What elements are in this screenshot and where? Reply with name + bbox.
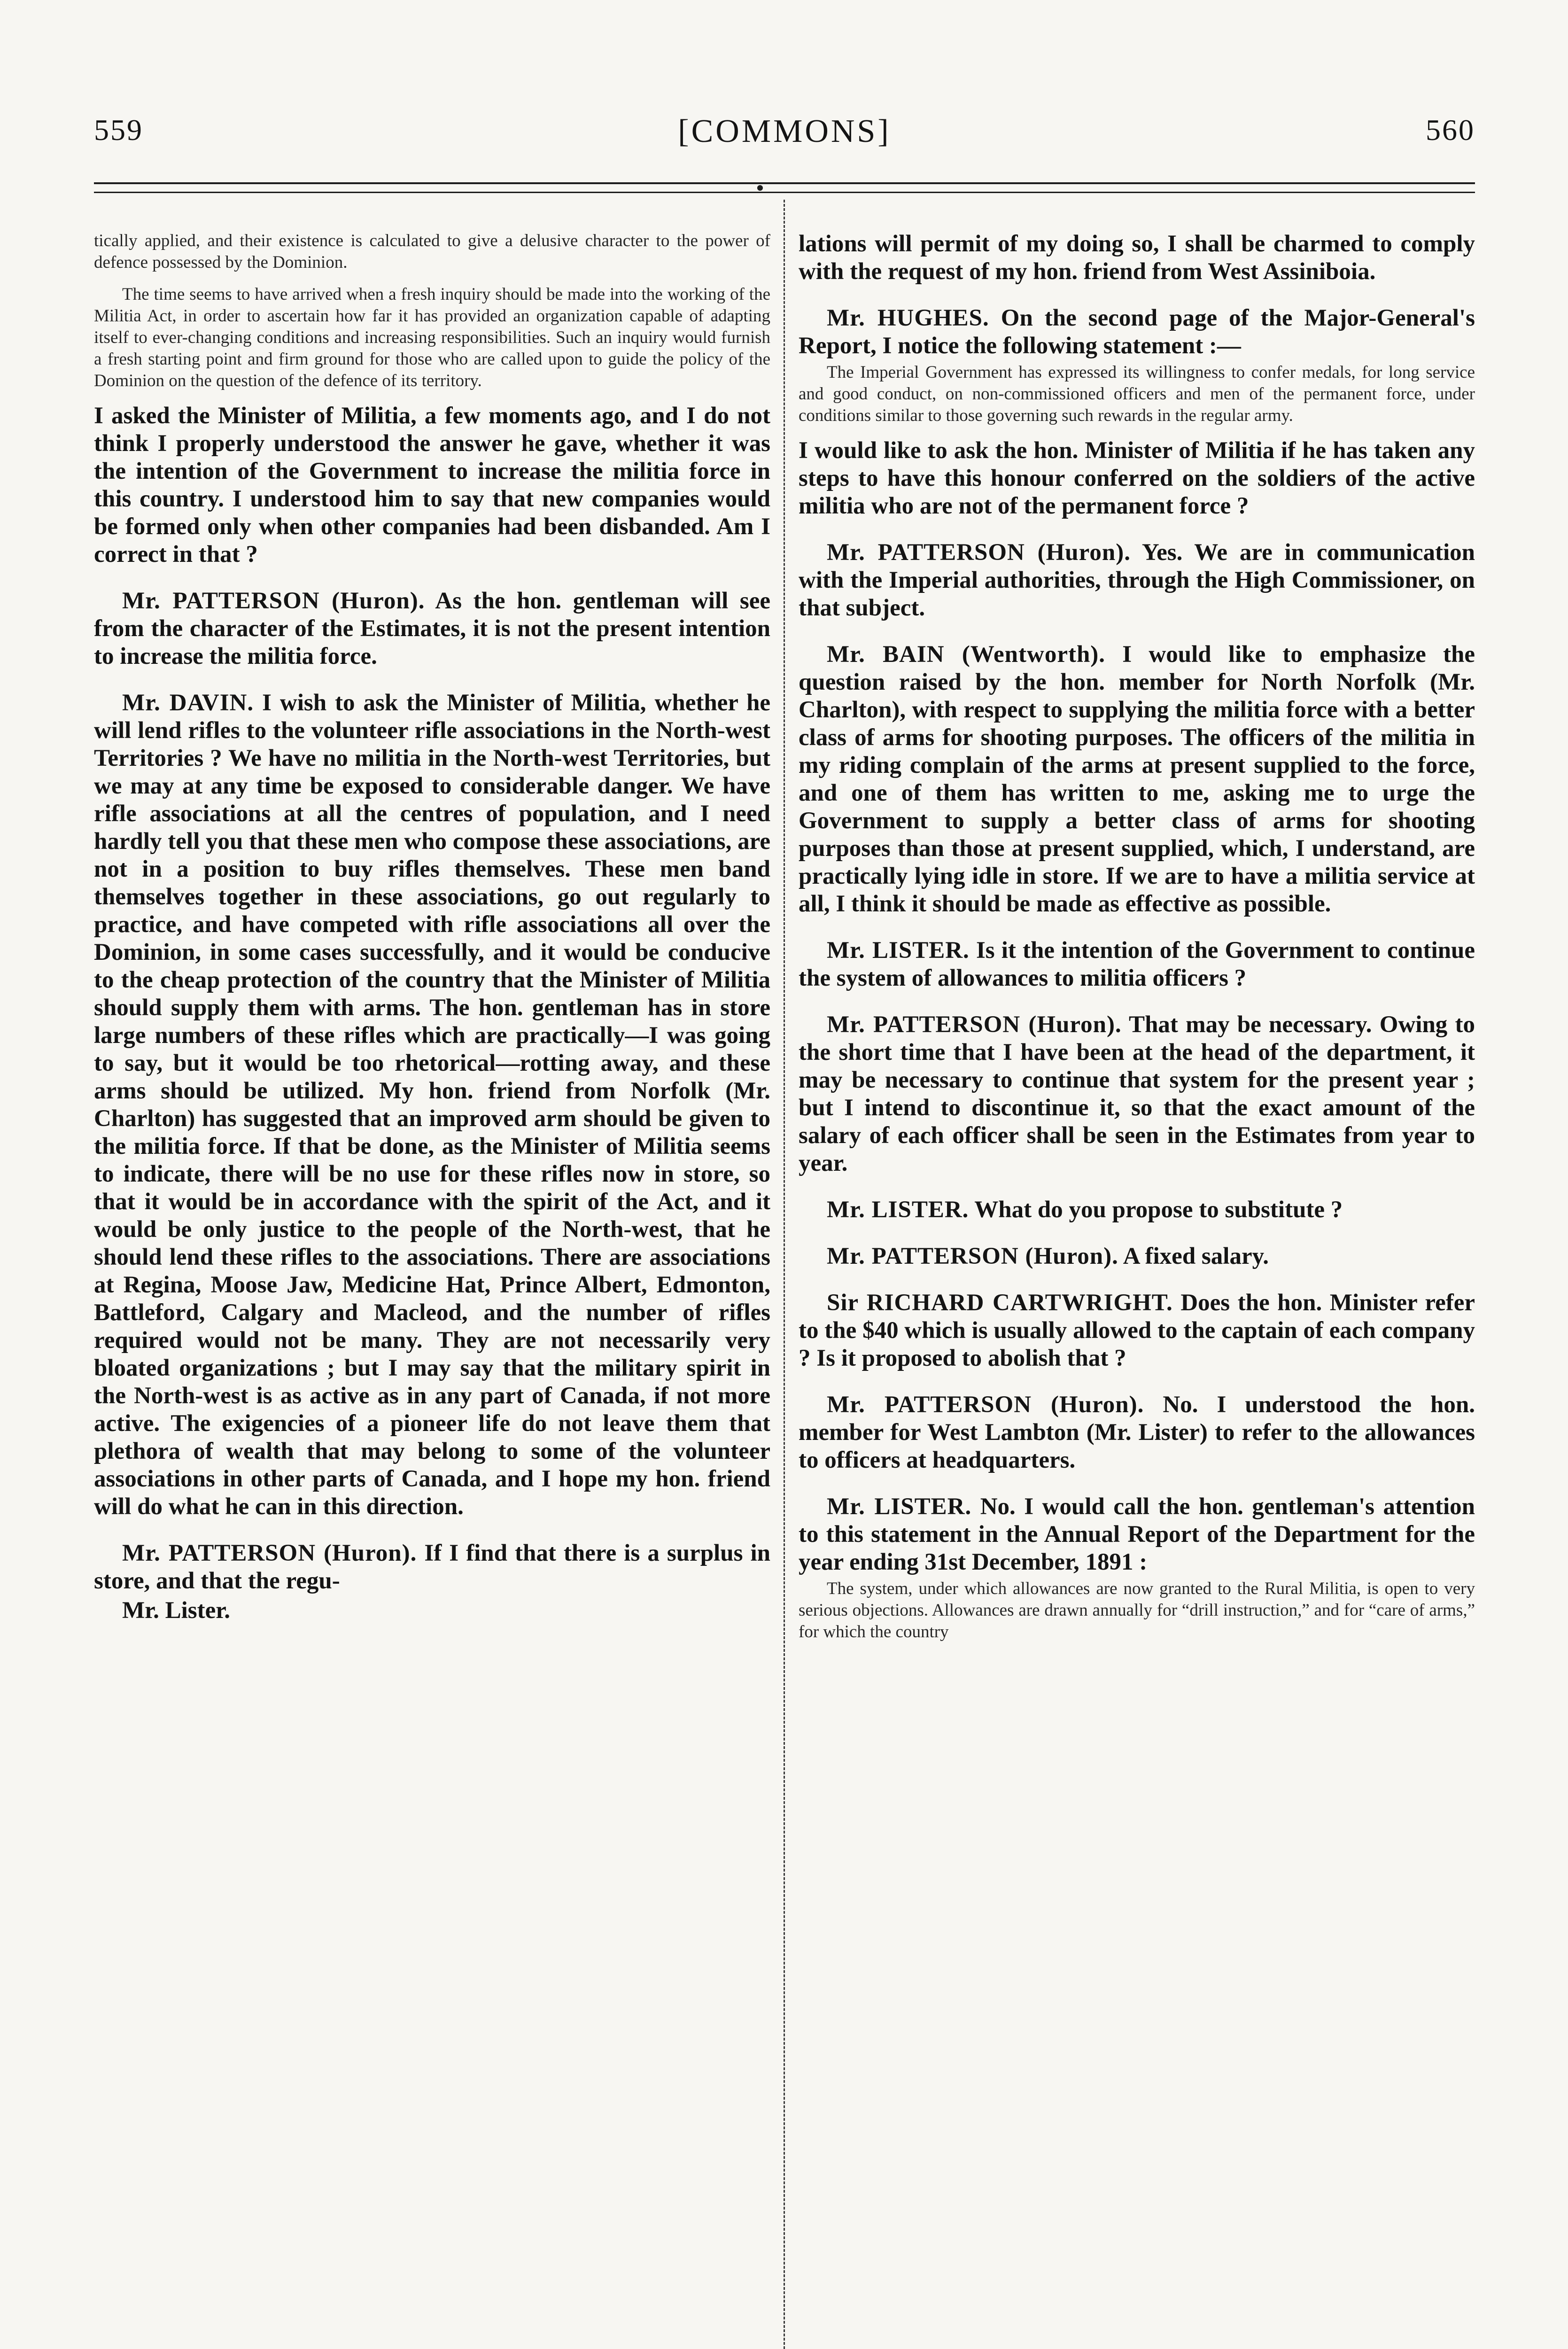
speaker-name: Mr. HUGHES. — [827, 305, 989, 331]
paragraph-text: If I find that there is a surplus in store, and that the regu- — [94, 1540, 771, 1594]
right-paragraph — [799, 937, 1475, 992]
left-paragraph — [94, 1540, 770, 1595]
rule-ornament — [757, 185, 763, 191]
paragraph-text: Yes. We are in communication with the Imperial authorities, through the High Commissioner, on that subject. — [799, 539, 1475, 621]
speaker-name: Sir RICHARD CARTWRIGHT. — [827, 1290, 1173, 1316]
paragraph-text: Is it the intention of the Government to continue the system of allowances to militia officers ? — [799, 937, 1475, 991]
right-paragraph — [799, 1578, 1475, 1643]
right-paragraph — [799, 641, 1475, 918]
left-paragraph — [94, 402, 770, 568]
left-paragraph — [94, 284, 770, 392]
paragraph-text: A fixed salary. — [1123, 1243, 1269, 1269]
speaker-name: Mr. PATTERSON (Huron). — [827, 1011, 1122, 1038]
paragraph-text: That may be necessary. Owing to the short time that I have been at the head of the department, it may be necessary to continue that system for the present year ; but I intend to discontinue it, so that the exact amount of the salary of each officer shall be seen in the Estimates from year to year. — [799, 1011, 1475, 1176]
right-paragraph — [799, 1493, 1475, 1576]
paragraph-text: lations will permit of my doing so, I shall be charmed to comply with the request of my hon. friend from West Assiniboia. — [799, 231, 1475, 285]
left-paragraph — [94, 587, 770, 670]
speaker-name: Mr. PATTERSON (Huron). — [827, 1392, 1144, 1418]
speaker-name: Mr. PATTERSON (Huron). — [827, 539, 1131, 566]
right-paragraph — [799, 1243, 1475, 1270]
paragraph-text: I would like to emphasize the question raised by the hon. member for North Norfolk (Mr. Charlton), with respect to supplying the militia force with a better class of arms for shooting purposes. The officers of the militia in my riding complain of the arms at present supplied to the force, and one of them has written to me, asking me to urge the Government to supply a better class of arms for shooting purposes than those at present supplied, which, I understand, are practically lying idle in store. If we are to have a militia service at all, I think it should be made as effective as possible. — [799, 641, 1475, 917]
right-paragraph — [799, 304, 1475, 360]
paragraph-text: tically applied, and their existence is calculated to give a delusive character to the power of defence possessed by the Dominion. — [94, 231, 770, 272]
right-paragraph — [799, 1391, 1475, 1474]
right-paragraph — [799, 362, 1475, 427]
speaker-name: Mr. LISTER. — [827, 1197, 969, 1223]
page-number-right: 560 — [1426, 113, 1475, 147]
paragraph-text: No. I would call the hon. gentleman's attention to this statement in the Annual Report of the Department for the year ending 31st December, 1891 : — [799, 1493, 1475, 1575]
paragraph-text: As the hon. gentleman will see from the character of the Estimates, it is not the present intention to increase the militia force. — [94, 588, 770, 669]
right-paragraph — [799, 1011, 1475, 1177]
left-paragraph — [94, 1597, 770, 1625]
paragraph-text: No. I understood the hon. member for West Lambton (Mr. Lister) to refer to the allowances to officers at headquarters. — [799, 1392, 1475, 1473]
right-paragraph — [799, 539, 1475, 622]
paragraph-text: I would like to ask the hon. Minister of Militia if he has taken any steps to have this honour conferred on the soldiers of the active militia who are not of the permanent force ? — [799, 437, 1475, 519]
speaker-name: Mr. PATTERSON (Huron). — [122, 1540, 417, 1566]
left-paragraph — [94, 689, 770, 1521]
page-header — [94, 113, 1475, 155]
paragraph-text: On the second page of the Major-General's Report, I notice the following statement :— — [799, 305, 1475, 359]
left-column — [94, 230, 770, 1643]
speaker-name: Mr. LISTER. — [827, 937, 970, 964]
header-rule-bottom — [94, 192, 1475, 193]
paragraph-text: What do you propose to substitute ? — [974, 1197, 1343, 1223]
left-paragraph — [94, 230, 770, 273]
paragraph-text: The time seems to have arrived when a fresh inquiry should be made into the working of the Militia Act, in order to ascertain how far it has provided an organization capable of adapting itself to ever-changing conditions and increasing responsibilities. Such an inquiry would furnish a fresh starting point and firm ground for those who are called upon to guide the policy of the Dominion on the question of the defence of its territory. — [94, 285, 770, 390]
speaker-name: Mr. PATTERSON (Huron). — [122, 588, 425, 614]
header-rule-top — [94, 182, 1475, 184]
paragraph-text: The system, under which allowances are now granted to the Rural Militia, is open to very serious objections. Allowances are drawn annually for “drill instruction,” and for “care of arms,” for which the country — [799, 1579, 1475, 1641]
speaker-name: Mr. LISTER. — [827, 1493, 972, 1520]
paragraph-text: I asked the Minister of Militia, a few moments ago, and I do not think I properly understood the answer he gave, whether it was the intention of the Government to increase the militia force in this country. I understood him to say that new companies would be formed only when other companies had been disbanded. Am I correct in that ? — [94, 403, 770, 568]
paragraph-text: Does the hon. Minister refer to the $40 which is usually allowed to the captain of each company ? Is it proposed to abolish that ? — [799, 1290, 1475, 1371]
right-paragraph — [799, 437, 1475, 520]
right-paragraph — [799, 230, 1475, 286]
right-paragraph — [799, 1196, 1475, 1224]
running-head: [COMMONS] — [678, 113, 891, 149]
right-column — [799, 230, 1475, 1653]
paragraph-text: I wish to ask the Minister of Militia, whether he will lend rifles to the volunteer rifle associations in the North-west Territories ? We have no militia in the North-west Territories, but we may at any time be exposed to considerable danger. We have rifle associations at all the centres of population, and I need hardly tell you that these men who compose these associations, are not in a position to buy rifles themselves. These men band themselves together in these associations, go out regularly to practice, and have competed with rifle associations all over the Dominion, in some cases successfully, and it would be conducive to the cheap protection of the country that the Minister of Militia should supply them with arms. The hon. gentleman has in store large numbers of these rifles which are practically—I was going to say, but it would be too rhetorical—rotting away, and these arms should be utilized. My hon. friend from Norfolk (Mr. Charlton) has suggested that an improved arm should be given to the militia force. If that be done, as the Minister of Militia seems to indicate, there will be no use for these rifles now in store, so that it would be in accordance with the spirit of the Act, and it would be only justice to the people of the North-west, that he should lend these rifles to the associations. There are associations at Regina, Moose Jaw, Medicine Hat, Prince Albert, Edmonton, Battleford, Calgary and Macleod, and the number of rifles required would not be many. They are not necessarily very bloated organizations ; but I may say that the military spirit in the North-west is as active as in any part of Canada, if not more active. The exigencies of a pioneer life do not leave them that plethora of wealth that may belong to some of the volunteer associations in other parts of Canada, and I hope my hon. friend will do what he can in this direction. — [94, 690, 770, 1520]
right-paragraph — [799, 1289, 1475, 1372]
speaker-name: Mr. BAIN (Wentworth). — [827, 641, 1106, 668]
column-divider — [784, 200, 785, 2349]
page-number-left: 559 — [94, 113, 143, 147]
speaker-name: Mr. PATTERSON (Huron). — [827, 1243, 1118, 1269]
paragraph-text: Mr. Lister. — [122, 1597, 230, 1624]
paragraph-text: The Imperial Government has expressed its willingness to confer medals, for long service and good conduct, on non-commissioned officers and men of the permanent force, under conditions similar to those governing such rewards in the regular army. — [799, 363, 1475, 425]
speaker-name: Mr. DAVIN. — [122, 690, 254, 716]
